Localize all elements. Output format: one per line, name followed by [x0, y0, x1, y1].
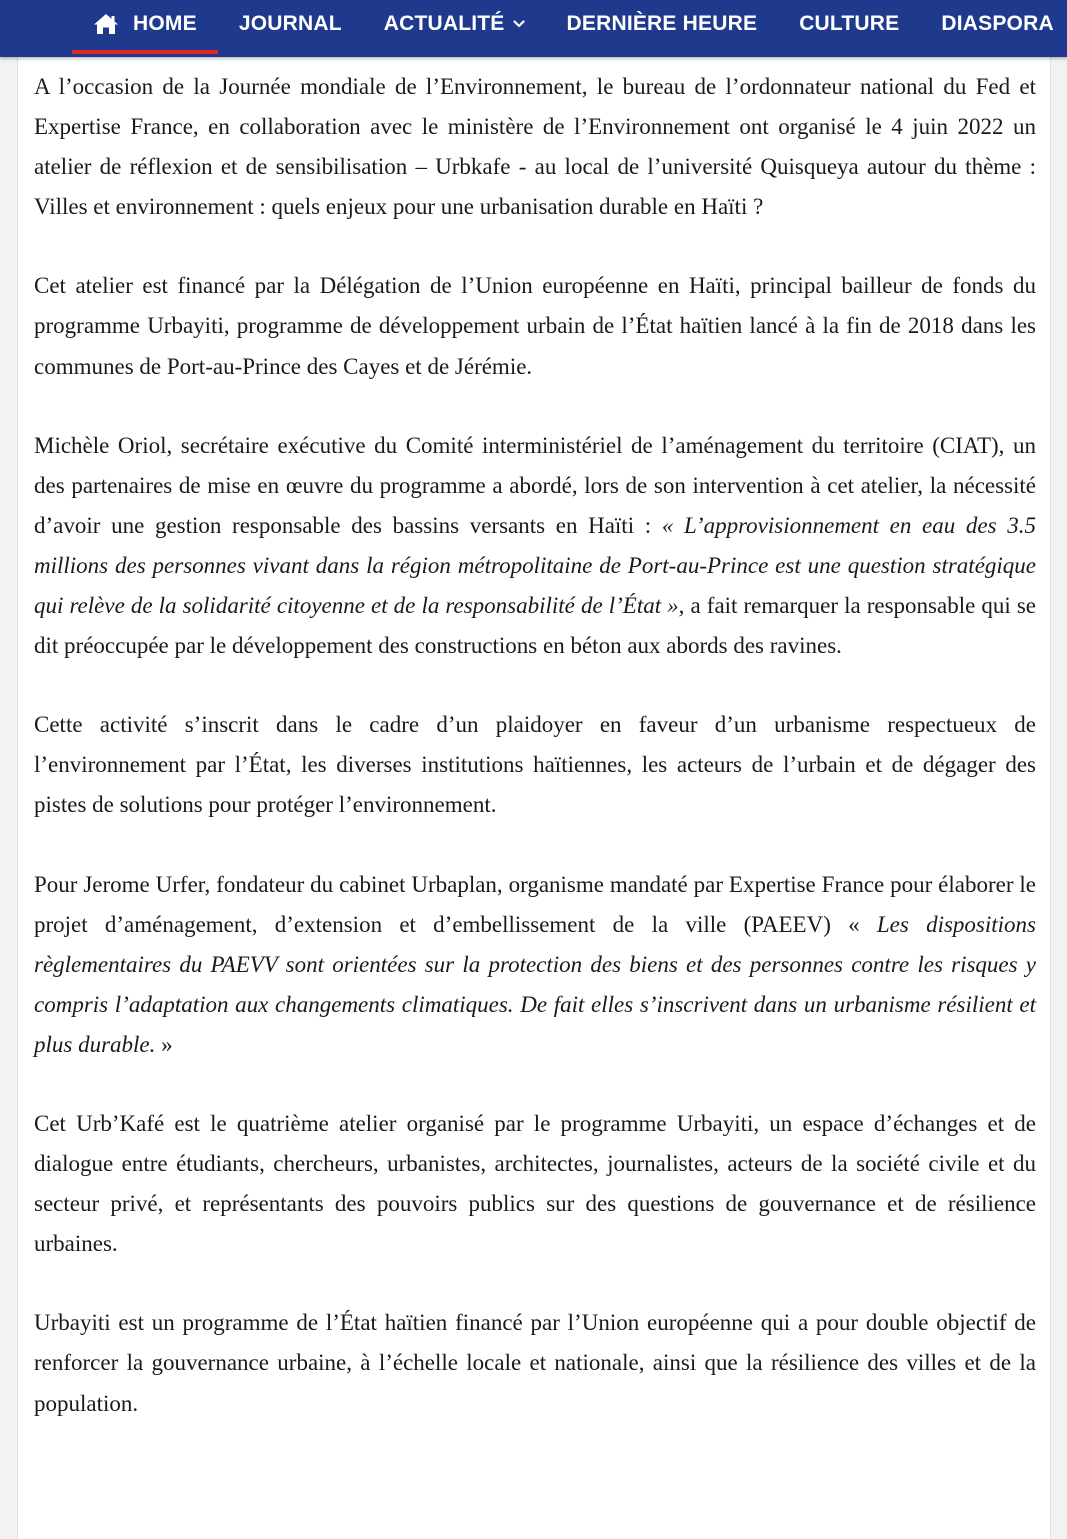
nav-menu [72, 0, 1067, 57]
quote-urfer: Les dispositions règlementaires du PAEVV sont orientées sur la protection des biens et des personnes contre les risques y compris l’adaptation aux changements climatiques. De fait elles s’inscrivent dans un urbanisme résilient et plus durable. [34, 911, 1036, 1057]
nav-item-journal[interactable] [218, 0, 363, 47]
nav-item-label: CULTURE [799, 11, 900, 35]
article-paragraph-2: Cet atelier est financé par la Délégation de l’Union européenne en Haïti, principal bailleur de fonds du programme Urbayiti, programme de développement urbain de l’État haïtien lancé à la fin de 2018 dans les communes de Port-au-Prince des Cayes et de Jérémie. [34, 273, 1036, 379]
nav-item-label: HOME [133, 11, 197, 35]
paragraph-text: Michèle Oriol, secrétaire exécutive du Comité interministériel de l’aménagement du territoire (CIAT), un des partenaires de mise en œuvre du programme a abordé, lors de son intervention à cet atelier, la nécessité d’avoir une gestion responsable des bassins versants en Haïti : [34, 432, 1036, 538]
nav-item-label: DIASPORA [941, 11, 1054, 35]
nav-item-diaspora[interactable] [920, 0, 1067, 47]
paragraph-text: a fait remarquer la responsable qui se dit préoccupée par le développement des constructions en béton aux abords des ravines. [34, 593, 1036, 659]
nav-item-culture[interactable] [778, 0, 920, 47]
nav-item-label: DERNIÈRE HEURE [566, 11, 758, 35]
chevron-down-icon [513, 20, 525, 28]
article-paragraph-7: Urbayiti est un programme de l’État haïtien financé par l’Union européenne qui a pour double objectif de renforcer la gouvernance urbaine, à l’échelle locale et nationale, ainsi que la résilience des villes et de la population. [34, 1310, 1036, 1416]
paragraph-text: Pour Jerome Urfer, fondateur du cabinet Urbaplan, organisme mandaté par Expertise France pour élaborer le projet d’aménagement, d’extension et d’embellissement de la ville (PAEEV) « [34, 871, 1036, 937]
article-body [17, 57, 1051, 1539]
article-paragraph-4: Cette activité s’inscrit dans le cadre d’un plaidoyer en faveur d’un urbanisme respectueux de l’environnement par l’État, les diverses institutions haïtiennes, les acteurs de l’urbain et de dégager des pistes de solutions pour protéger l’environnement. [34, 712, 1036, 818]
quote-oriol: « L’approvisionnement en eau des 3.5 millions des personnes vivant dans la région métropolitaine de Port-au-Prince est une question stratégique qui relève de la solidarité citoyenne et de la responsabilité de l’État », [34, 512, 1036, 619]
home-icon [93, 13, 119, 35]
article-paragraph-3 [34, 426, 1036, 667]
nav-item-label: JOURNAL [238, 11, 342, 35]
main-navbar [0, 0, 1067, 57]
nav-item-home[interactable] [72, 0, 218, 47]
article-paragraph-1: A l’occasion de la Journée mondiale de l’Environnement, le bureau de l’ordonnateur national du Fed et Expertise France, en collaboration avec le ministère de l’Environnement ont organisé le 4 juin 2022 un atelier de réflexion et de sensibilisation – Urbkafe - au local de l’université Quisqueya autour du thème : Villes et environnement : quels enjeux pour une urbanisation durable en Haïti ? [34, 74, 1036, 220]
nav-item-label: ACTUALITÉ [383, 11, 505, 35]
article-paragraph-5 [34, 865, 1036, 1065]
article-paragraph-6: Cet Urb’Kafé est le quatrième atelier organisé par le programme Urbayiti, un espace d’échanges et de dialogue entre étudiants, chercheurs, urbanistes, architectes, journalistes, acteurs de la société civile et du secteur privé, et représentants des pouvoirs publics sur des questions de gouvernance et de résilience urbaines. [34, 1110, 1036, 1257]
nav-item-derniere-heure[interactable] [546, 0, 779, 47]
paragraph-text: » [155, 1031, 173, 1057]
nav-item-actualite[interactable] [363, 0, 546, 47]
